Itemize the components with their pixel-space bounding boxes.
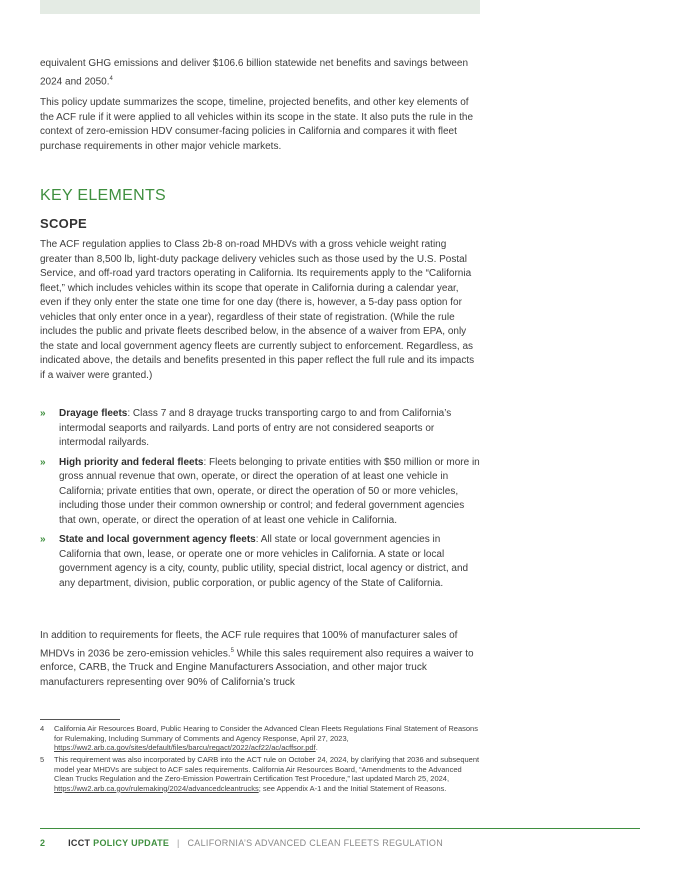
footer-separator: | bbox=[177, 838, 180, 848]
bullet-chevron-icon: » bbox=[40, 456, 46, 468]
bullet-term: State and local government agency fleets bbox=[59, 534, 256, 545]
bullet-text: : Fleets belonging to private entities with $50 million or more in gross annual revenue that own, operate, or direct the operation of at least one vehicle in California; private entities that own, operate, or direct the operation of 50 or more vehicles, including those under their common ownership or control; and federal government agencies that own, operate, or direct the operation of at least one vehicle in California. bbox=[59, 456, 480, 526]
footnote-ref-5: 5 bbox=[230, 647, 234, 654]
bullet-term: Drayage fleets bbox=[59, 408, 128, 419]
bullet-text: : All state or local government agencies in California that own, lease, or operate one or more vehicles in California. A state or local government agency is a city, county, public utility, special district, local agency or district, and any department, division, public corporation, or public agency of the State of California. bbox=[59, 534, 469, 589]
footnote-text-after: ; see Appendix A-1 and the Initial Statement of Reasons. bbox=[258, 783, 447, 793]
footnote-5 bbox=[40, 755, 480, 793]
intro-paragraph-1 bbox=[40, 57, 480, 89]
scope-paragraph: The ACF regulation applies to Class 2b-8 on-road MHDVs with a gross vehicle weight rating greater than 8,500 lb, light-duty package delivery vehicles such as those used by the U.S. Postal Service, and off-road yard tractors operating in California. Its requirements apply to the “California fleet,” which includes vehicles within its scope that operate in California during a calendar year, even if they only enter the state one time for one day (there is, however, a 5-day pass option for vehicles that only enter once in a year), regardless of their state of registration. (While the rule includes the public and private fleets described below, in the absence of a waiver from EPA, only the state and local government agency fleets are currently subject to enforcement. Regardless, as indicated above, the details and benefits presented in this paper reflect the full rule and its impacts if a waiver were granted.) bbox=[40, 239, 475, 381]
closing-text-a: In addition to requirements for fleets, the ACF rule requires that 100% of manufacturer sales of MHDVs in 2036 be zero-emission vehicles. bbox=[40, 630, 458, 659]
footnote-text: This requirement was also incorporated by CARB into the ACT rule on October 24, 2024, by clarifying that 2036 and subsequent model year MHDVs are subject to ACF sales requirements. California Air Resources Board, “Amendments to the Advanced Clean Trucks Regulation and the Zero-Emission Powertrain Certification Test Procedure,” last updated March 25, 2024, bbox=[54, 755, 480, 784]
bullet-chevron-icon: » bbox=[40, 534, 46, 545]
closing-paragraph bbox=[40, 629, 480, 690]
fleet-type-list bbox=[40, 407, 480, 596]
closing-text-b: While this sales requirement also requires a waiver to enforce, CARB, the Truck and Engine Manufacturers Association, and other major truck manufacturers representing over 90% of California’s truck bbox=[40, 647, 474, 688]
footer-org: ICCT bbox=[68, 838, 91, 848]
footnote-link[interactable]: https://ww2.arb.ca.gov/rulemaking/2024/advancedcleantrucks bbox=[54, 783, 259, 793]
list-item-drayage-fleets bbox=[40, 407, 480, 451]
footnote-number: 4 bbox=[40, 724, 45, 733]
subsection-heading-scope: SCOPE bbox=[40, 216, 88, 231]
footnote-text-after: . bbox=[315, 743, 318, 753]
footnote-link[interactable]: https://ww2.arb.ca.gov/sites/default/files/barcu/regact/2022/acf22/ac/acffsor.pdf bbox=[54, 743, 316, 753]
bullet-term: High priority and federal fleets bbox=[59, 456, 204, 468]
footer-title: CALIFORNIA’S ADVANCED CLEAN FLEETS REGULATION bbox=[187, 838, 444, 848]
intro-paragraph-2: This policy update summarizes the scope, timeline, projected benefits, and other key elements of the ACF rule if it were applied to all vehicles within its scope in the state. It also puts the rule in the context of zero-emission HDV consumer-facing policies in California and compares it with fleet purchase requirements in other major vehicle markets. bbox=[40, 97, 474, 152]
footer-divider bbox=[40, 828, 640, 829]
top-shaded-box bbox=[40, 0, 480, 14]
footnote-text: California Air Resources Board, Public Hearing to Consider the Advanced Clean Fleets Regulations Final Statement of Reasons for Rulemaking, Including Summary of Comments and Agency Response, April 27, 2023, bbox=[54, 724, 478, 743]
list-item-state-local-government-fleets bbox=[40, 533, 480, 591]
footnote-ref-4: 4 bbox=[109, 75, 113, 82]
bullet-text: : Class 7 and 8 drayage trucks transporting cargo to and from California’s intermodal seaports and railyards. Land ports of entry are not considered seaports or intermodal railyards. bbox=[59, 408, 452, 448]
footnote-4 bbox=[40, 724, 480, 753]
list-item-high-priority-federal-fleets bbox=[40, 456, 480, 529]
page-number: 2 bbox=[40, 838, 46, 848]
bullet-chevron-icon: » bbox=[40, 408, 46, 419]
footnote-divider bbox=[40, 719, 120, 720]
intro-paragraph-1-text: equivalent GHG emissions and deliver $106.6 billion statewide net benefits and savings between 2024 and 2050. bbox=[40, 58, 469, 87]
footnote-number: 5 bbox=[40, 755, 45, 764]
footer-doc-type: POLICY UPDATE bbox=[93, 838, 170, 848]
section-heading-key-elements: KEY ELEMENTS bbox=[40, 187, 167, 204]
page-footer bbox=[40, 838, 443, 848]
